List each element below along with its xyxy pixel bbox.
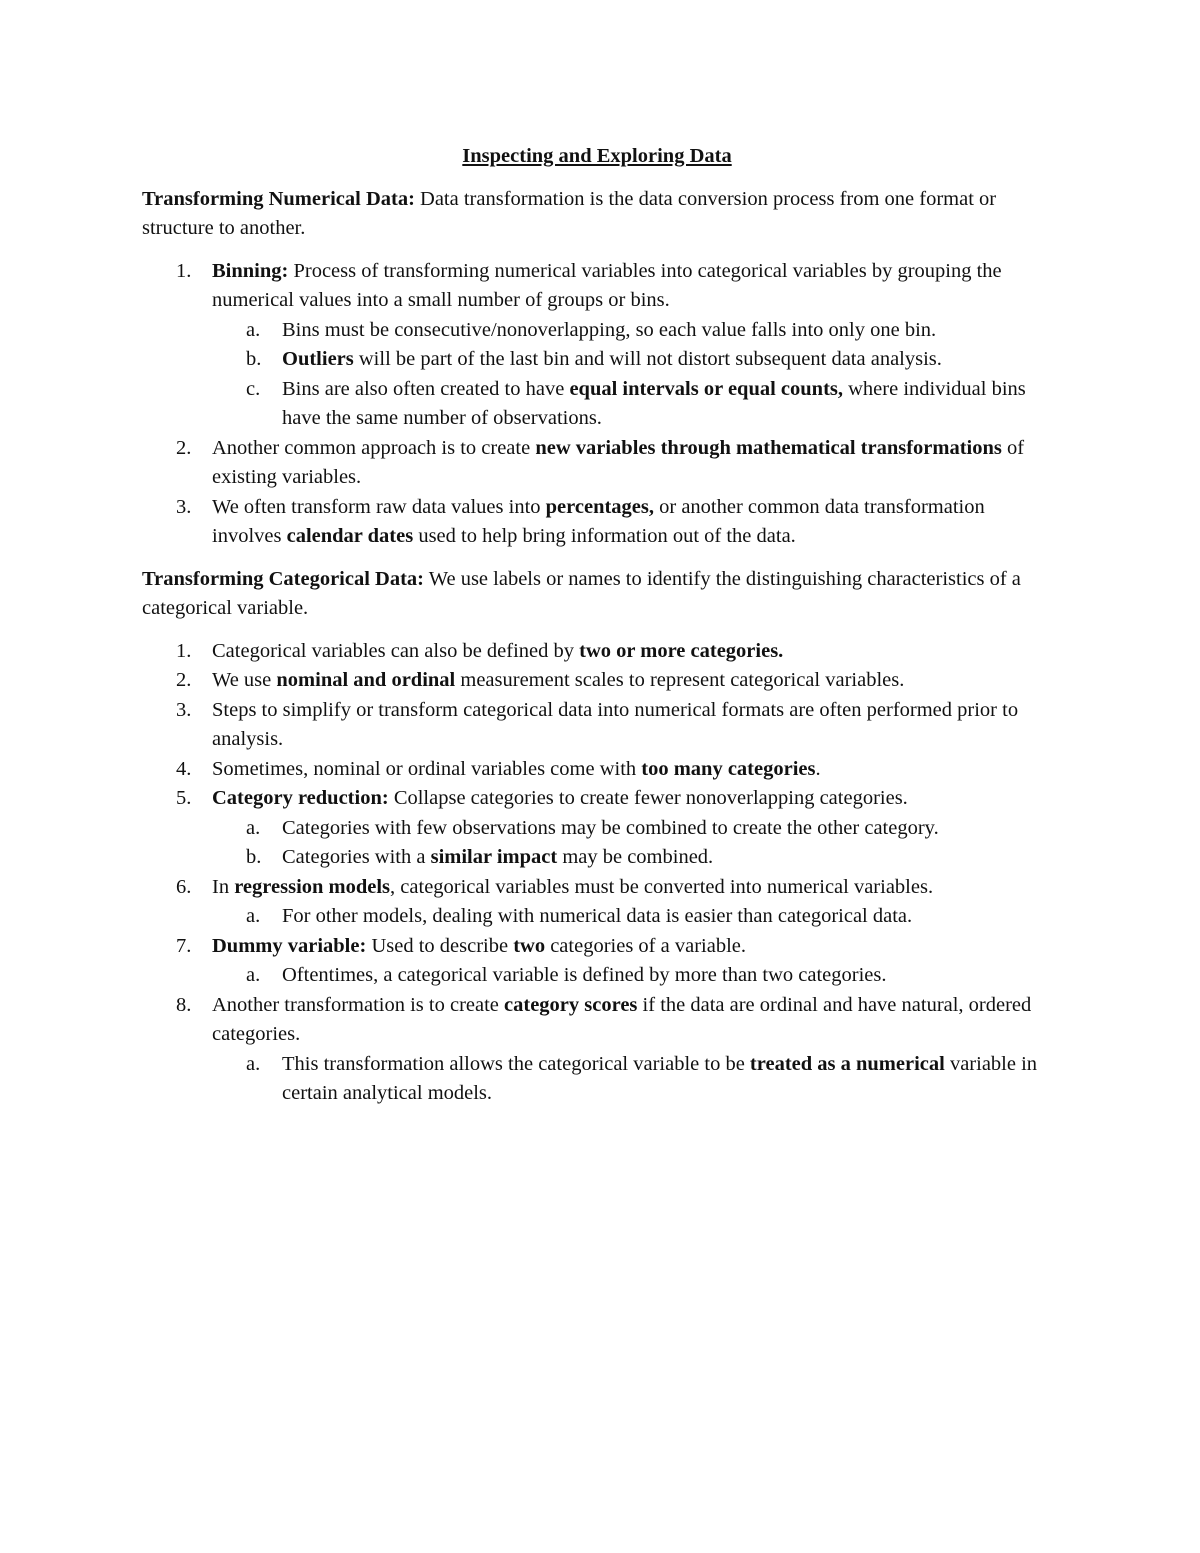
sub-list-letter: a. — [246, 816, 261, 839]
section-heading: Transforming Categorical Data: — [142, 567, 425, 590]
text-run: Oftentimes, a categorical variable is defined by more than two categories. — [282, 964, 887, 986]
sub-list — [142, 316, 1052, 434]
text-run: . — [815, 757, 821, 780]
text-run: Categories with few observations may be combined to create the other category. — [282, 816, 939, 839]
sub-list-item — [212, 843, 1052, 873]
sub-list-item-text — [212, 843, 1052, 873]
sub-list-letter: a. — [246, 1052, 261, 1075]
section-heading: Transforming Numerical Data: — [142, 187, 415, 210]
list-item — [142, 257, 1052, 434]
list-number: 1. — [176, 639, 192, 662]
list-number: 8. — [176, 993, 192, 1016]
bold-text: similar impact — [430, 846, 558, 868]
section-intro — [142, 185, 1052, 244]
section-intro-text: Data transformation is the data conversion process from one format or structure to another. — [142, 187, 997, 239]
bold-text: Category reduction: — [212, 787, 389, 809]
bold-text: category scores — [504, 993, 638, 1016]
bold-text: regression models — [234, 875, 391, 898]
sub-list-item — [212, 316, 1052, 346]
sub-list-item — [212, 375, 1052, 434]
list-item — [142, 991, 1052, 1109]
list-number: 2. — [176, 669, 192, 691]
bold-text: two or more categories. — [579, 639, 784, 662]
text-run: For other models, dealing with numerical data is easier than categorical data. — [282, 905, 913, 927]
list-item-text — [142, 784, 1052, 814]
text-run: In — [212, 875, 235, 898]
bold-text: too many categories — [641, 757, 816, 780]
text-run: , categorical variables must be converted into numerical variables. — [390, 875, 934, 898]
list-number: 1. — [176, 259, 192, 282]
text-run: where individual bins have the same number of observations. — [282, 377, 1026, 429]
text-run: will be part of the last bin and will not distort subsequent data analysis. — [353, 348, 942, 370]
sub-list-item-text — [212, 345, 1052, 375]
list-item — [142, 755, 1052, 785]
text-run: Categories with a — [282, 846, 431, 868]
text-run: Categorical variables can also be defined by — [212, 639, 580, 662]
text-run: categories of a variable. — [545, 934, 746, 957]
list-number: 3. — [176, 495, 192, 518]
sub-list-letter: a. — [246, 964, 261, 986]
text-run: Used to describe — [366, 934, 514, 957]
list-number: 6. — [176, 875, 192, 898]
sub-list-letter: b. — [246, 846, 262, 868]
list-item — [142, 696, 1052, 755]
bold-text: nominal and ordinal — [276, 669, 456, 691]
list-item-text — [142, 873, 1052, 903]
sub-list-item — [212, 902, 1052, 932]
list-item — [142, 784, 1052, 873]
list-item-text — [142, 666, 1052, 696]
list-item — [142, 434, 1052, 493]
section-intro — [142, 565, 1052, 624]
text-run: measurement scales to represent categorical variables. — [455, 669, 905, 691]
sub-list-item — [212, 345, 1052, 375]
text-run: may be combined. — [557, 846, 714, 868]
list-item-text — [142, 434, 1052, 493]
list-item-text — [142, 991, 1052, 1050]
document-body — [142, 185, 1052, 1109]
text-run: Collapse categories to create fewer nonoverlapping categories. — [388, 787, 908, 809]
bold-text: calendar dates — [286, 525, 414, 547]
sub-list-letter: a. — [246, 905, 261, 927]
list-number: 3. — [176, 698, 192, 721]
text-run: variable in certain analytical models. — [282, 1052, 1038, 1104]
text-run: Steps to simplify or transform categorical data into numerical formats are often performed prior to analysis. — [212, 698, 1019, 750]
text-run: Sometimes, nominal or ordinal variables come with — [212, 757, 642, 780]
list-number: 7. — [176, 934, 192, 957]
page-title: Inspecting and Exploring Data — [462, 145, 732, 167]
bold-text: new variables through mathematical transformations — [535, 436, 1002, 459]
list-item — [142, 873, 1052, 932]
sub-list-item — [212, 814, 1052, 844]
bold-text: Binning: — [212, 259, 289, 282]
text-run: Bins must be consecutive/nonoverlapping, so each value falls into only one bin. — [282, 318, 937, 341]
list-item-text — [142, 932, 1052, 962]
bold-text: Outliers — [282, 348, 354, 370]
sub-list — [142, 902, 1052, 932]
text-run: or another common data transformation involves — [212, 495, 985, 547]
sub-list — [142, 814, 1052, 873]
sub-list-letter: c. — [246, 377, 261, 400]
text-run: Another transformation is to create — [212, 993, 505, 1016]
list-item — [142, 493, 1052, 552]
list-number: 5. — [176, 787, 192, 809]
sub-list-item — [212, 1050, 1052, 1109]
text-run: used to help bring information out of the data. — [413, 525, 796, 547]
bold-text: equal intervals or equal counts, — [569, 377, 843, 400]
text-run: Another common approach is to create — [212, 436, 536, 459]
sub-list-letter: b. — [246, 348, 262, 370]
bold-text: percentages, — [545, 495, 654, 518]
text-run: This transformation allows the categorical variable to be — [282, 1052, 750, 1075]
sub-list-item — [212, 961, 1052, 991]
document-page — [142, 142, 1052, 1122]
text-run: of existing variables. — [212, 436, 1025, 488]
sub-list-item-text — [212, 961, 1052, 991]
list-item — [142, 932, 1052, 991]
list-number: 2. — [176, 436, 192, 459]
list-number: 4. — [176, 757, 192, 780]
list-item — [142, 637, 1052, 667]
sub-list-item-text — [212, 1050, 1052, 1109]
text-run: Bins are also often created to have — [282, 377, 570, 400]
list-item-text — [142, 755, 1052, 785]
sub-list-item-text — [212, 814, 1052, 844]
sub-list — [142, 961, 1052, 991]
bold-text: treated as a numerical — [749, 1052, 945, 1075]
list-item — [142, 666, 1052, 696]
text-run: We use — [212, 669, 277, 691]
list-item-text — [142, 637, 1052, 667]
text-run: if the data are ordinal and have natural, ordered categories. — [212, 993, 1032, 1045]
list-item-text — [142, 493, 1052, 552]
sub-list — [142, 1050, 1052, 1109]
text-run: Process of transforming numerical variables into categorical variables by grouping the numerical values into a small number of groups or bins. — [212, 259, 1002, 311]
numbered-list — [142, 637, 1052, 1109]
sub-list-item-text — [212, 375, 1052, 434]
section-intro-text: We use labels or names to identify the distinguishing characteristics of a categorical variable. — [142, 567, 1021, 619]
text-run: We often transform raw data values into — [212, 495, 546, 518]
numbered-list — [142, 257, 1052, 552]
list-item-text — [142, 696, 1052, 755]
sub-list-item-text — [212, 902, 1052, 932]
bold-text: two — [513, 934, 546, 957]
sub-list-letter: a. — [246, 318, 261, 341]
sub-list-item-text — [212, 316, 1052, 346]
list-item-text — [142, 257, 1052, 316]
bold-text: Dummy variable: — [212, 934, 367, 957]
